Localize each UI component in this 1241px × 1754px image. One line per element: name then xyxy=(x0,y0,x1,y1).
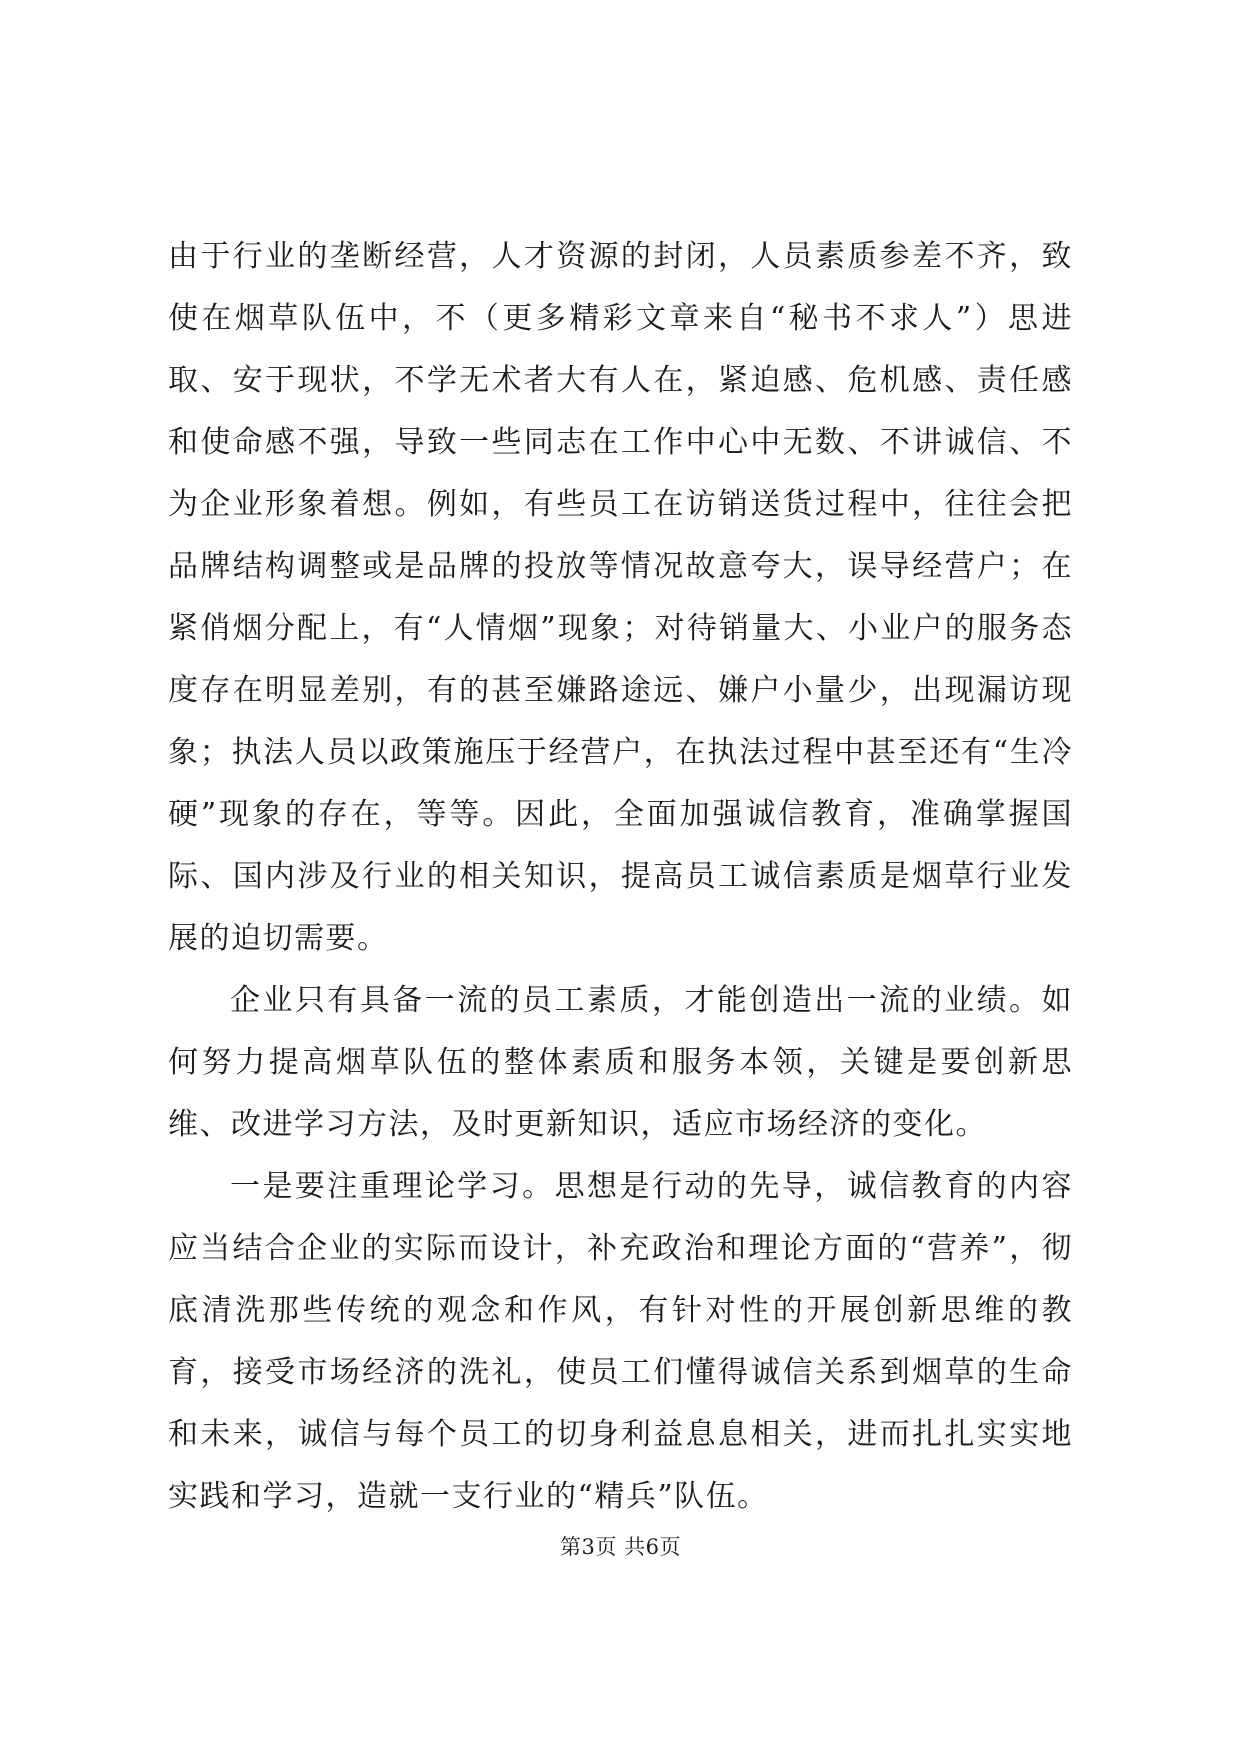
paragraph-3: 一是要注重理论学习。思想是行动的先导，诚信教育的内容应当结合企业的实际而设计，补充政治和理论方面的“营养”，彻底清洗那些传统的观念和作风，有针对性的开展创新思维的教育，接受市场经济的洗礼，使员工们懂得诚信关系到烟草的生命和未来，诚信与每个员工的切身利益息息相关，进而扎扎实实地实践和学习，造就一支行业的“精兵”队伍。 xyxy=(168,1169,1073,1514)
document-body xyxy=(168,226,1073,1528)
page-number-footer: 第3页 共6页 xyxy=(560,1535,681,1559)
paragraph-1: 由于行业的垄断经营，人才资源的封闭，人员素质参差不齐，致使在烟草队伍中，不（更多精彩文章来自“秘书不求人”）思进取、安于现状，不学无术者大有人在，紧迫感、危机感、责任感和使命感不强，导致一些同志在工作中心中无数、不讲诚信、不为企业形象着想。例如，有些员工在访销送货过程中，往往会把品牌结构调整或是品牌的投放等情况故意夸大，误导经营户；在紧俏烟分配上，有“人情烟”现象；对待销量大、小业户的服务态度存在明显差别，有的甚至嫌路途远、嫌户小量少，出现漏访现象；执法人员以政策施压于经营户，在执法过程中甚至还有“生冷硬”现象的存在，等等。因此，全面加强诚信教育，准确掌握国际、国内涉及行业的相关知识，提高员工诚信素质是烟草行业发展的迫切需要。 xyxy=(168,239,1073,956)
paragraph-2: 企业只有具备一流的员工素质，才能创造出一流的业绩。如何努力提高烟草队伍的整体素质和服务本领，关键是要创新思维、改进学习方法，及时更新知识，适应市场经济的变化。 xyxy=(168,983,1073,1142)
